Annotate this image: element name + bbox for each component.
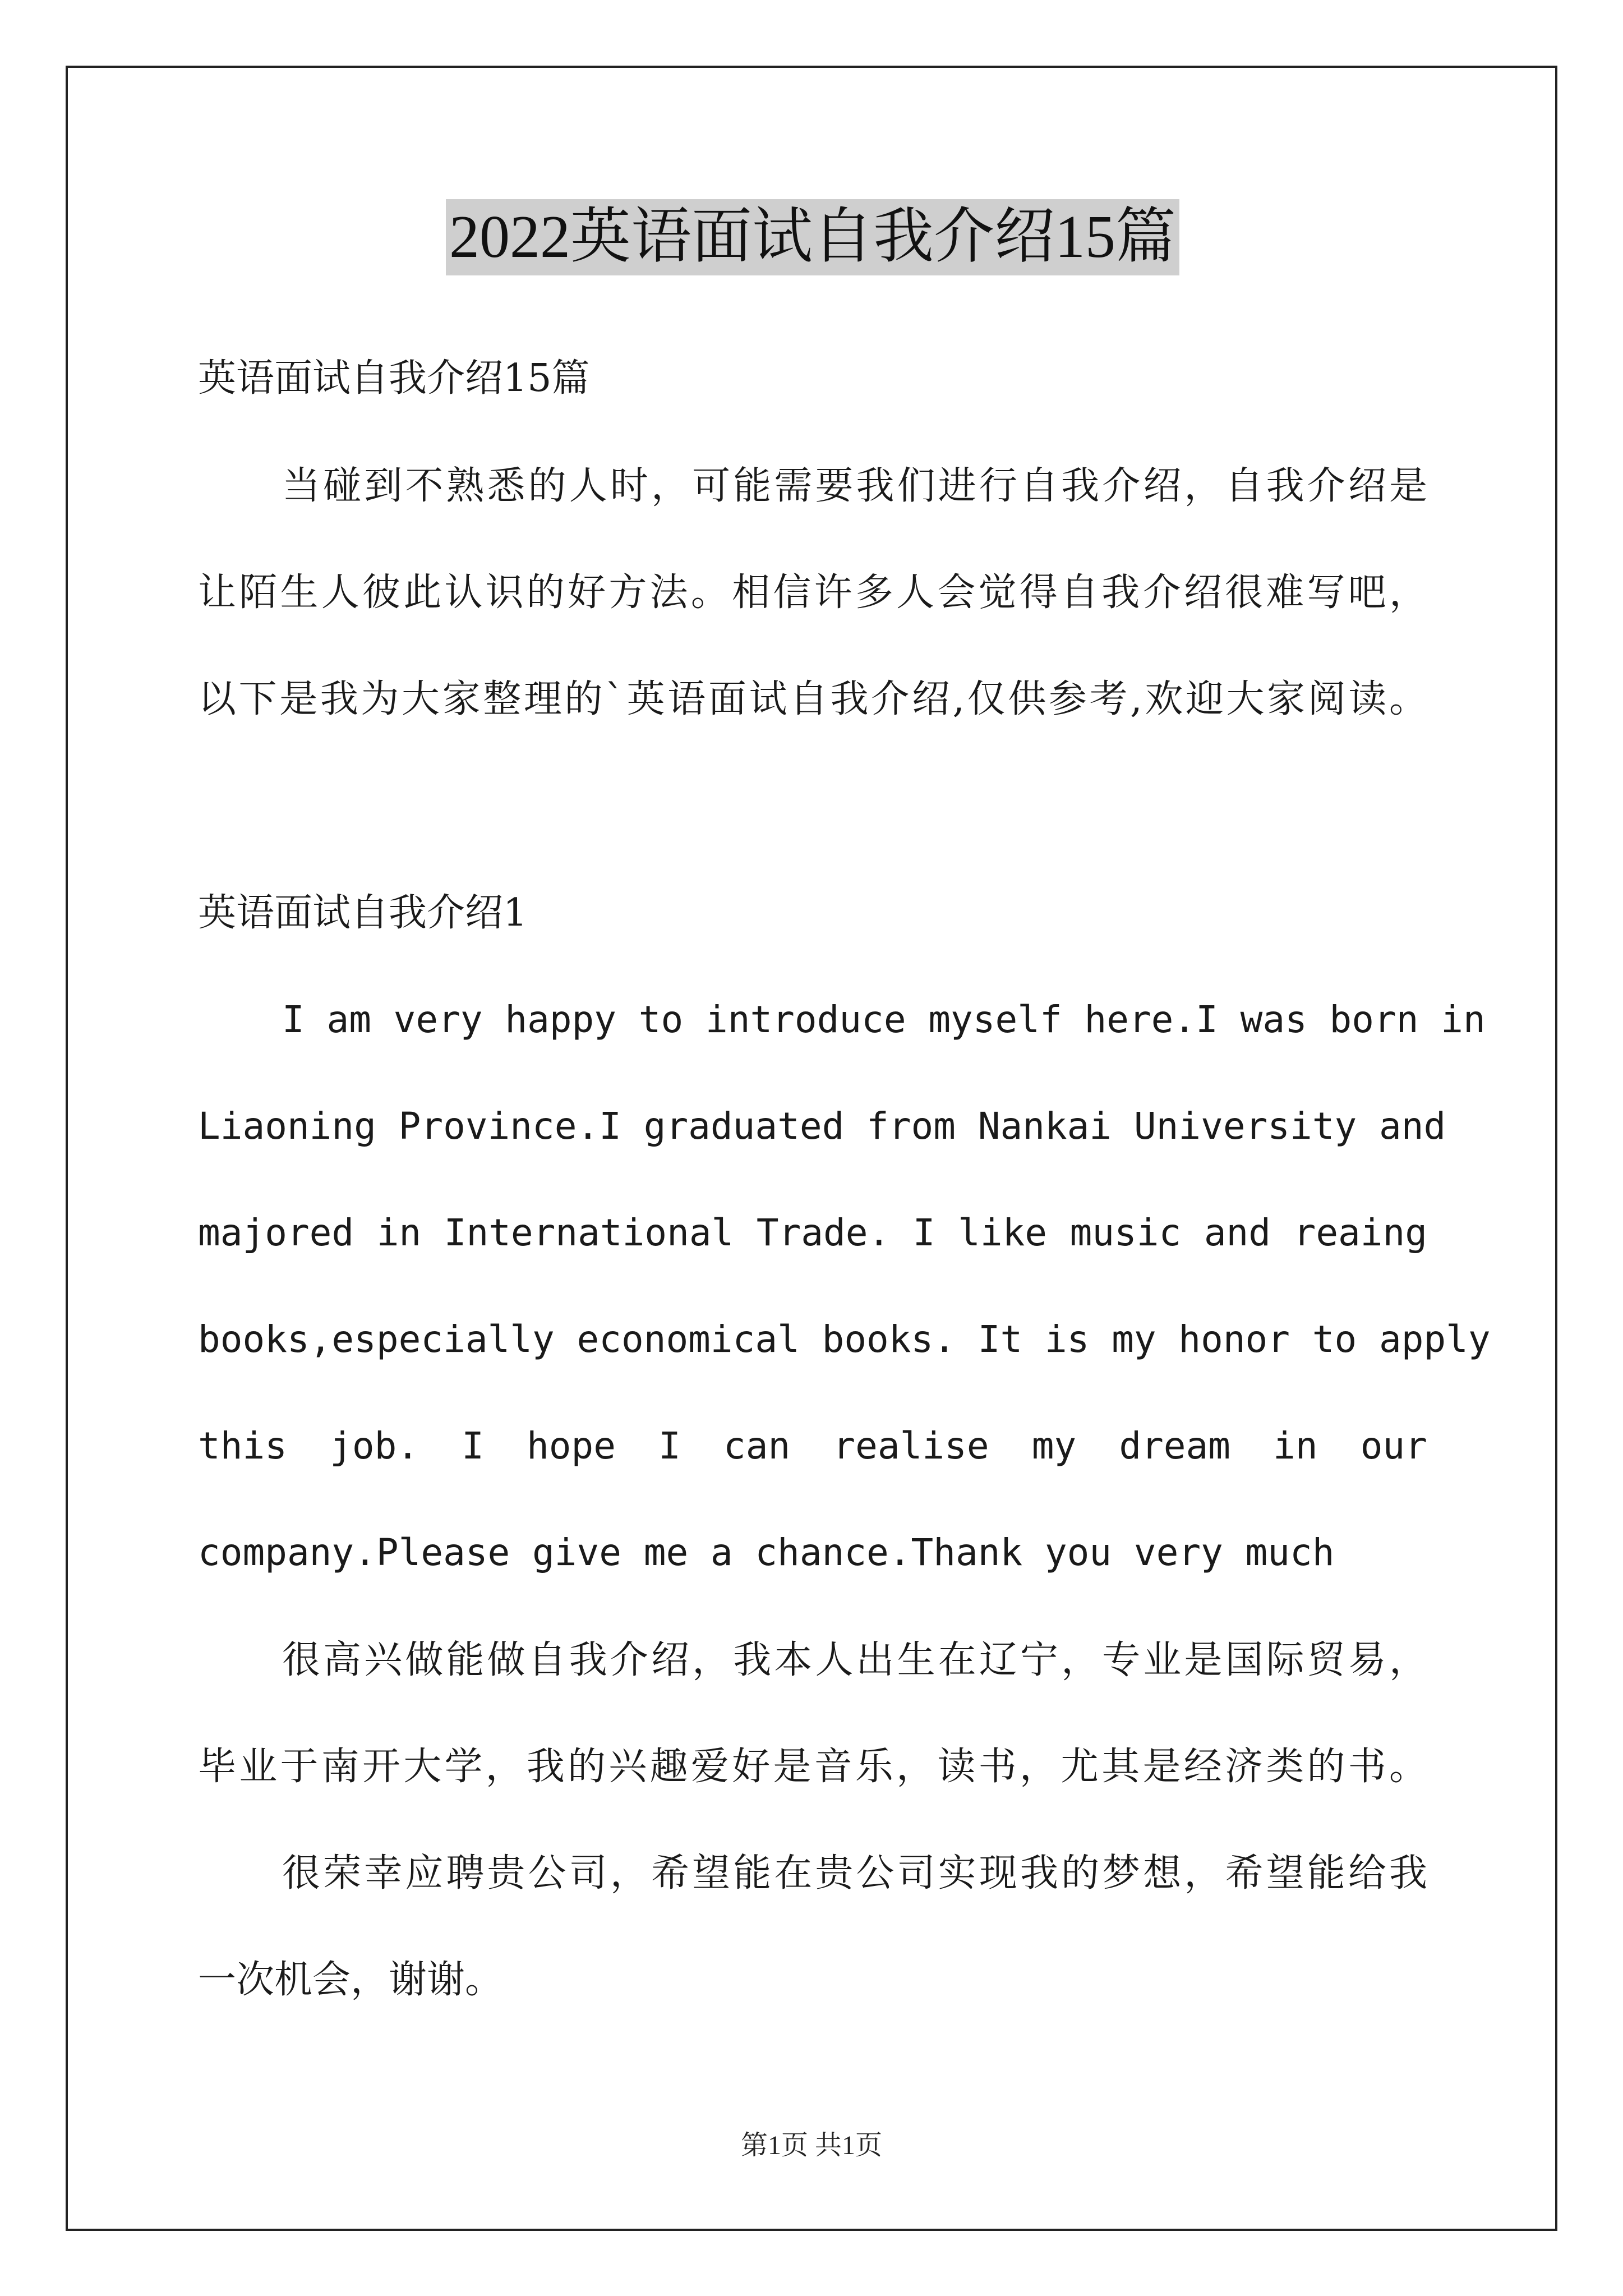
chinese-para1-line: 毕业于南开大学，我的兴趣爱好是音乐，读书，尤其是经济类的书。 xyxy=(198,1745,1427,1789)
document-subtitle: 英语面试自我介绍15篇 xyxy=(198,356,590,401)
english-line: I am very happy to introduce myself here.I was born in xyxy=(282,998,1486,1041)
page-footer: 第1页 共1页 xyxy=(740,2131,882,2160)
intro-line: 以下是我为大家整理的`英语面试自我介绍,仅供参考,欢迎大家阅读。 xyxy=(198,677,1427,721)
intro-line: 当碰到不熟悉的人时，可能需要我们进行自我介绍，自我介绍是 xyxy=(282,464,1427,508)
document-title: 2022英语面试自我介绍15篇 xyxy=(446,199,1179,275)
english-line: majored in International Trade. I like music and reaing xyxy=(198,1211,1427,1254)
intro-line: 让陌生人彼此认识的好方法。相信许多人会觉得自我介绍很难写吧， xyxy=(198,570,1427,615)
title-container xyxy=(198,199,1427,275)
chinese-para2-line: 很荣幸应聘贵公司，希望能在贵公司实现我的梦想，希望能给我 xyxy=(282,1851,1427,1895)
chinese-para1-line: 很高兴做能做自我介绍，我本人出生在辽宁，专业是国际贸易， xyxy=(282,1638,1427,1682)
english-line: company.Please give me a chance.Thank you very much xyxy=(198,1531,1335,1574)
english-line: this job. I hope I can realise my dream in our xyxy=(198,1424,1427,1467)
english-line: books,especially economical books. It is my honor to apply xyxy=(198,1318,1491,1361)
section-heading: 英语面试自我介绍1 xyxy=(198,891,528,935)
english-line: Liaoning Province.I graduated from Nankai University and xyxy=(198,1105,1446,1148)
chinese-para2-line: 一次机会，谢谢。 xyxy=(198,1958,504,2002)
